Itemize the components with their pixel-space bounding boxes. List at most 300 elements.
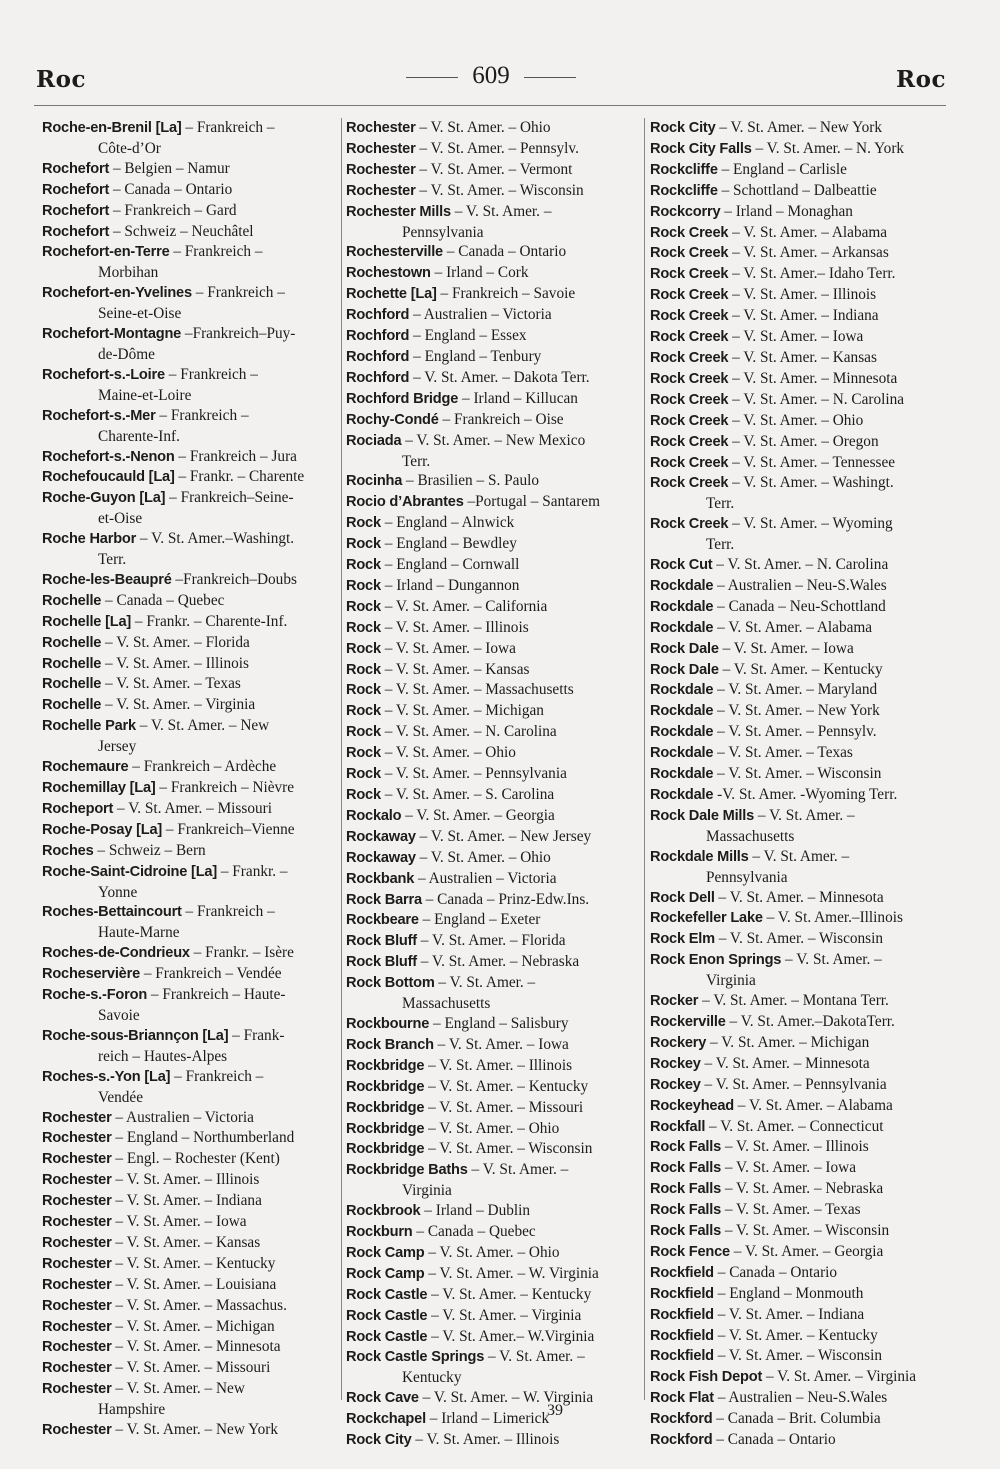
gazetteer-entry bbox=[346, 869, 642, 890]
entry-location: – V. St. Amer. – Texas bbox=[721, 1201, 861, 1219]
entry-location: – V. St. Amer. – New York bbox=[715, 119, 882, 136]
entry-headword: Rockdale bbox=[650, 787, 714, 803]
gazetteer-entry bbox=[346, 764, 642, 785]
gazetteer-entry bbox=[346, 242, 642, 263]
entry-headword: Rochesterville bbox=[346, 244, 443, 261]
entry-location: – V. St. Amer. – Nebraska bbox=[416, 953, 580, 971]
entry-headword: Rock Creek bbox=[650, 308, 729, 325]
gazetteer-entry bbox=[42, 633, 338, 654]
entry-location: – V. St. Amer. – Arkansas bbox=[728, 244, 889, 262]
entry-location: – V. St. Amer. – Pennsylvania bbox=[700, 1075, 887, 1093]
entry-headword: Roches-de-Condrieux bbox=[42, 945, 190, 962]
column-divider bbox=[644, 118, 645, 1400]
entry-location: – V. St. Amer.–Washingt. bbox=[136, 530, 295, 548]
entry-headword: Rockbank bbox=[346, 870, 415, 887]
entry-headword: Rock Dale bbox=[650, 640, 719, 657]
entry-location: – V. St. Amer. – bbox=[467, 1161, 569, 1179]
gazetteer-entry bbox=[650, 576, 946, 597]
entry-location: – England – Carlisle bbox=[717, 160, 847, 178]
entry-location: – V. St. Amer. – Pennsylv. bbox=[415, 139, 579, 157]
entry-headword: Rochette [La] bbox=[346, 286, 437, 303]
entry-location: – V. St. Amer. – Texas bbox=[713, 744, 853, 762]
entry-continuation: Morbihan bbox=[98, 264, 159, 282]
gazetteer-entry bbox=[346, 431, 642, 452]
entry-headword: Rock Fish Depot bbox=[650, 1369, 763, 1386]
entry-headword: Rock City bbox=[346, 1432, 412, 1449]
entry-headword: Rockdale bbox=[650, 577, 714, 594]
gazetteer-entry bbox=[42, 841, 338, 862]
gazetteer-entry bbox=[346, 785, 642, 806]
entry-location: – V. St. Amer. – bbox=[484, 1348, 585, 1366]
gazetteer-entry bbox=[346, 1160, 642, 1181]
entry-location: – V. St. Amer. – Alabama bbox=[733, 1096, 893, 1114]
entry-location: -V. St. Amer. -Wyoming Terr. bbox=[713, 786, 898, 803]
entry-headword: Rock Elm bbox=[650, 931, 715, 948]
entry-headword: Rock Falls bbox=[650, 1139, 721, 1156]
entry-headword: Rock Castle bbox=[346, 1307, 428, 1324]
entry-headword: Rockburn bbox=[346, 1224, 413, 1241]
entry-location: – Canada – Quebec bbox=[412, 1223, 536, 1241]
gazetteer-entry bbox=[346, 1098, 642, 1119]
entry-location: – Canada – Ontario bbox=[712, 1431, 836, 1449]
gazetteer-entry bbox=[650, 223, 946, 244]
gazetteer-entry bbox=[650, 285, 946, 306]
entry-headword: Rock Creek bbox=[650, 224, 729, 241]
gazetteer-entry bbox=[650, 555, 946, 576]
entry-location: – Irland – Dublin bbox=[420, 1202, 531, 1220]
entry-location: – Frankreich – Nièvre bbox=[155, 779, 295, 796]
entry-location: – England – Monmouth bbox=[713, 1284, 864, 1302]
entry-headword: Rochester bbox=[346, 161, 416, 178]
gazetteer-entry bbox=[346, 890, 642, 911]
gazetteer-entry bbox=[346, 139, 642, 160]
gazetteer-entry bbox=[346, 1035, 642, 1056]
entry-headword: Rochester Mills bbox=[346, 203, 451, 220]
gazetteer-entry bbox=[346, 513, 642, 534]
entry-location: – V. St. Amer. – Wisconsin bbox=[713, 1347, 882, 1365]
entry-location: – England – Cornwall bbox=[380, 556, 520, 574]
entry-continuation: Terr. bbox=[402, 452, 431, 470]
gazetteer-entry bbox=[42, 1233, 338, 1254]
entry-headword: Rock Flat bbox=[650, 1390, 714, 1407]
gazetteer-entry bbox=[346, 701, 642, 722]
entry-location: – Canada – Ontario bbox=[109, 180, 233, 198]
entry-location: – V. St. Amer. – Nebraska bbox=[721, 1180, 884, 1198]
entry-location: – V. St. Amer. – Illinois bbox=[411, 1431, 560, 1449]
entry-headword: Rochester bbox=[42, 1172, 112, 1189]
gazetteer-entry bbox=[346, 471, 642, 492]
entry-location: – Frankreich–Vienne bbox=[162, 820, 295, 838]
entry-headword: Rock Creek bbox=[650, 516, 729, 533]
entry-headword: Rock Creek bbox=[650, 391, 729, 408]
gazetteer-entry bbox=[346, 743, 642, 764]
gazetteer-entry bbox=[42, 985, 338, 1006]
entry-headword: Rochford bbox=[346, 307, 410, 324]
entry-location: – V. St. Amer. – New York bbox=[111, 1421, 279, 1439]
entry-continuation: Charente-Inf. bbox=[98, 427, 180, 445]
entry-headword: Rochford bbox=[346, 348, 410, 365]
entry-headword: Rochelle bbox=[42, 697, 102, 714]
entry-headword: Rock City Falls bbox=[650, 140, 752, 157]
entry-continuation: Kentucky bbox=[402, 1369, 462, 1387]
entry-headword: Rochestown bbox=[346, 265, 431, 282]
entry-location: – V. St. Amer. – Iowa bbox=[380, 639, 516, 657]
gazetteer-entry bbox=[650, 1326, 946, 1347]
gazetteer-entry bbox=[42, 283, 338, 304]
entry-continuation: Côte-d’Or bbox=[98, 139, 161, 157]
entry-location: – V. St. Amer. – Alabama bbox=[713, 618, 873, 636]
gazetteer-entry bbox=[346, 118, 642, 139]
gazetteer-entry bbox=[346, 1430, 642, 1451]
entry-headword: Rochefort-s.-Loire bbox=[42, 366, 165, 383]
entry-headword: Rock Bluff bbox=[346, 954, 417, 971]
entry-location: – V. St. Amer. – Minnesota bbox=[111, 1338, 281, 1356]
entry-headword: Rock Branch bbox=[346, 1036, 434, 1053]
entry-headword: Rock Falls bbox=[650, 1223, 721, 1240]
entry-location: – Frank- bbox=[228, 1026, 285, 1044]
entry-location: – V. St. Amer. – Missouri bbox=[424, 1098, 584, 1116]
entry-headword: Roches bbox=[42, 842, 94, 859]
entry-headword: Rochester bbox=[42, 1381, 112, 1398]
gazetteer-entry bbox=[346, 639, 642, 660]
entry-location: – V. St. Amer. – Indiana bbox=[111, 1192, 262, 1210]
entry-headword: Rochester bbox=[42, 1255, 112, 1272]
entry-headword: Rockford bbox=[650, 1411, 713, 1428]
gazetteer-entry bbox=[42, 1296, 338, 1317]
entry-headword: Rocio d’Abrantes bbox=[346, 494, 464, 511]
entry-headword: Rociada bbox=[346, 432, 402, 449]
entry-location: – V. St. Amer. – New Mexico bbox=[401, 431, 586, 449]
entry-headword: Roche-Posay [La] bbox=[42, 821, 163, 838]
entry-headword: Rock Creek bbox=[650, 329, 729, 346]
entry-headword: Rockbourne bbox=[346, 1015, 430, 1032]
entry-headword: Rock Creek bbox=[650, 475, 729, 492]
entry-location: – V. St. Amer. – Illinois bbox=[111, 1171, 260, 1189]
entry-location: – Irland – Limerick bbox=[425, 1410, 550, 1428]
entry-headword: Rochester bbox=[42, 1234, 112, 1251]
entry-location: – V. St. Amer. – Maryland bbox=[713, 681, 878, 699]
entry-location: – Frankreich – bbox=[181, 119, 275, 136]
gazetteer-entry bbox=[346, 722, 642, 743]
entry-location: – V. St. Amer. – Pennsylv. bbox=[713, 723, 877, 741]
entry-location: – V. St. Amer. – Dakota Terr. bbox=[409, 368, 590, 386]
entry-location: – V. St. Amer. – Tennessee bbox=[728, 453, 896, 471]
gazetteer-entry bbox=[650, 181, 946, 202]
gazetteer-entry bbox=[650, 1200, 946, 1221]
entry-headword: Rock bbox=[346, 766, 381, 783]
entry-location: – V. St. Amer. – Minnesota bbox=[700, 1054, 870, 1072]
entry-headword: Rock bbox=[346, 598, 381, 615]
gazetteer-entry bbox=[346, 952, 642, 973]
entry-headword: Rock Cut bbox=[650, 557, 713, 574]
entry-location: – Canada – Ontario bbox=[442, 243, 567, 261]
gazetteer-entry bbox=[650, 1242, 946, 1263]
gazetteer-entry bbox=[650, 1096, 946, 1117]
entry-location: – V. St. Amer. – New Jersey bbox=[415, 827, 592, 845]
entry-location: – Brasilien – S. Paulo bbox=[402, 472, 539, 490]
entry-headword: Rock Camp bbox=[346, 1265, 425, 1282]
entry-location: – V. St. Amer. – S. Carolina bbox=[380, 786, 555, 803]
entry-headword: Rochemillay [La] bbox=[42, 780, 156, 796]
gazetteer-entry bbox=[346, 597, 642, 618]
entry-location: – V. St. Amer. – Illinois bbox=[728, 286, 877, 304]
gazetteer-entry bbox=[42, 1067, 338, 1088]
entry-continuation: Massachusetts bbox=[706, 827, 795, 845]
gazetteer-entry bbox=[346, 305, 642, 326]
entry-headword: Rochester bbox=[42, 1130, 112, 1147]
gazetteer-entry bbox=[42, 1128, 338, 1149]
entry-headword: Roches-s.-Yon [La] bbox=[42, 1068, 171, 1085]
gazetteer-entry bbox=[42, 242, 338, 263]
entry-headword: Rocheservière bbox=[42, 966, 140, 983]
entry-location: – Irland – Monaghan bbox=[720, 202, 853, 220]
gazetteer-entry bbox=[650, 888, 946, 909]
entry-location: – Canada – Prinz-Edw.Ins. bbox=[421, 890, 590, 908]
gazetteer-entry bbox=[650, 722, 946, 743]
gazetteer-entry bbox=[650, 1346, 946, 1367]
entry-headword: Rock bbox=[346, 661, 381, 678]
entry-location: – V. St. Amer. – Wisconsin bbox=[721, 1222, 890, 1240]
gazetteer-entry bbox=[42, 591, 338, 612]
gazetteer-entry bbox=[346, 660, 642, 681]
entry-location: – England – Alnwick bbox=[380, 514, 515, 532]
gazetteer-entry bbox=[650, 118, 946, 139]
gazetteer-entry bbox=[346, 576, 642, 597]
entry-headword: Rochford bbox=[346, 369, 410, 386]
entry-location: – V. St. Amer. – Illinois bbox=[101, 654, 249, 672]
gazetteer-entry bbox=[650, 390, 946, 411]
entry-location: – V. St. Amer. – Texas bbox=[101, 675, 241, 693]
gazetteer-entry bbox=[650, 701, 946, 722]
entry-location: – V. St. Amer. – Wyoming bbox=[728, 515, 893, 533]
gazetteer-entry bbox=[346, 931, 642, 952]
entry-location: – V. St. Amer. – Ohio bbox=[415, 848, 551, 866]
entry-location: – Australien – Victoria bbox=[409, 306, 552, 324]
entry-headword: Rockdale bbox=[650, 619, 714, 636]
entry-headword: Rockfield bbox=[650, 1285, 714, 1302]
entry-headword: Rock bbox=[346, 745, 381, 762]
gazetteer-entry bbox=[346, 1119, 642, 1140]
entry-headword: Rock Castle bbox=[346, 1328, 428, 1345]
gazetteer-entry bbox=[650, 929, 946, 950]
entry-location: – V. St. Amer. – N. Carolina bbox=[728, 390, 905, 408]
entry-continuation: Jersey bbox=[98, 738, 137, 756]
entry-headword: Rochelle bbox=[42, 592, 102, 609]
gazetteer-entry bbox=[42, 1358, 338, 1379]
entry-headword: Rockbrook bbox=[346, 1203, 421, 1220]
entry-location: – V. St. Amer. – Connecticut bbox=[705, 1117, 884, 1135]
gazetteer-entry bbox=[346, 492, 642, 513]
gazetteer-entry bbox=[42, 654, 338, 675]
entry-location: – V. St. Amer. – Kentucky bbox=[424, 1077, 589, 1095]
gazetteer-entry bbox=[42, 406, 338, 427]
gazetteer-entry bbox=[42, 902, 338, 923]
gazetteer-entry bbox=[346, 848, 642, 869]
entry-continuation: Vendée bbox=[98, 1088, 144, 1106]
gazetteer-entry bbox=[650, 1430, 946, 1451]
entry-headword: Rock bbox=[346, 619, 381, 636]
entry-headword: Rockbridge bbox=[346, 1099, 425, 1116]
entry-location: – Irland – Cork bbox=[430, 264, 529, 282]
entry-location: – England – Essex bbox=[409, 327, 527, 345]
entry-location: – V. St. Amer. – New bbox=[135, 717, 270, 735]
entry-headword: Rochester bbox=[42, 1422, 112, 1439]
entry-location: – V. St. Amer. – Virginia bbox=[101, 696, 256, 714]
entry-location: – V. St. Amer. – Illinois bbox=[721, 1138, 869, 1156]
entry-headword: Rock Castle bbox=[346, 1286, 428, 1303]
entry-location: – Canada – Brit. Columbia bbox=[712, 1410, 881, 1428]
gazetteer-entry bbox=[650, 991, 946, 1012]
entry-headword: Roche-sous-Briannçon [La] bbox=[42, 1027, 229, 1044]
entry-headword: Rockford bbox=[650, 1432, 713, 1449]
entry-continuation: et-Oise bbox=[98, 510, 143, 528]
entry-location: – V. St. Amer. – Iowa bbox=[718, 639, 854, 657]
entry-location: – Frankreich – Haute- bbox=[147, 986, 286, 1004]
entry-location: – Frankreich – bbox=[170, 1067, 264, 1085]
gazetteer-entry bbox=[650, 950, 946, 971]
gazetteer-entry bbox=[346, 1222, 642, 1243]
entry-headword: Rockbeare bbox=[346, 912, 419, 929]
gazetteer-entry bbox=[650, 514, 946, 535]
entry-headword: Rock Falls bbox=[650, 1181, 721, 1198]
entry-headword: Rock Dale Mills bbox=[650, 807, 755, 824]
gazetteer-entry bbox=[650, 432, 946, 453]
entry-headword: Rochefort-s.-Nenon bbox=[42, 448, 175, 465]
gazetteer-entry bbox=[346, 827, 642, 848]
gazetteer-entry bbox=[42, 964, 338, 985]
entry-headword: Rochester bbox=[42, 1109, 112, 1126]
entry-headword: Rockbridge bbox=[346, 1078, 425, 1095]
entry-location: – V. St. Amer. – Virginia bbox=[427, 1306, 582, 1324]
gazetteer-entry bbox=[346, 1306, 642, 1327]
entry-location: – V. St. Amer. – Montana Terr. bbox=[698, 992, 889, 1010]
gazetteer-entry bbox=[650, 1263, 946, 1284]
entry-location: – Canada – Quebec bbox=[101, 591, 225, 609]
entry-location: – Frankreich – bbox=[191, 284, 285, 302]
header-dash-right bbox=[524, 77, 576, 78]
gazetteer-entry bbox=[650, 1305, 946, 1326]
gazetteer-entry bbox=[346, 1327, 642, 1348]
gazetteer-entry bbox=[42, 757, 338, 778]
entry-headword: Rock bbox=[346, 703, 381, 720]
entry-location: – V. St. Amer. – Iowa bbox=[721, 1159, 856, 1177]
entry-continuation: Maine-et-Loire bbox=[98, 386, 192, 404]
entry-location: – Frankreich–Seine- bbox=[165, 489, 294, 507]
entry-location: – V. St. Amer. – Oregon bbox=[728, 432, 879, 450]
entry-headword: Rock Bottom bbox=[346, 975, 435, 992]
gazetteer-entry bbox=[346, 1347, 642, 1368]
gazetteer-entry bbox=[42, 862, 338, 883]
gazetteer-entry bbox=[650, 680, 946, 701]
entry-headword: Rochefort bbox=[42, 160, 110, 177]
entry-headword: Rochefort bbox=[42, 223, 110, 240]
gazetteer-entry bbox=[346, 555, 642, 576]
entry-headword: Rockfield bbox=[650, 1327, 714, 1344]
entry-location: – Schottland – Dalbeattie bbox=[717, 181, 877, 199]
entry-headword: Rock bbox=[346, 787, 381, 803]
entry-location: –Frankreich–Puy- bbox=[181, 325, 296, 343]
entry-headword: Rockerville bbox=[650, 1013, 726, 1030]
entry-location: – V. St. Amer. – Massachusetts bbox=[380, 681, 574, 699]
entry-location: – V. St. Amer. – Kentucky bbox=[713, 1326, 878, 1344]
entry-location: – Australien – Victoria bbox=[414, 869, 557, 887]
entry-continuation: Virginia bbox=[706, 972, 756, 990]
gazetteer-entry bbox=[42, 201, 338, 222]
gazetteer-entry bbox=[650, 139, 946, 160]
gazetteer-entry bbox=[346, 181, 642, 202]
entry-continuation: de-Dôme bbox=[98, 345, 155, 363]
gazetteer-entry bbox=[42, 159, 338, 180]
entry-location: – V. St. Amer. – Wisconsin bbox=[714, 930, 884, 948]
gazetteer-entry bbox=[42, 365, 338, 386]
entry-headword: Rochefort-en-Yvelines bbox=[42, 285, 192, 302]
entry-location: – V. St. Amer. – Washingt. bbox=[728, 474, 894, 492]
gazetteer-entry bbox=[42, 222, 338, 243]
entry-location: – V. St. Amer. – New York bbox=[713, 702, 880, 720]
entry-headword: Rock Creek bbox=[650, 349, 729, 366]
gazetteer-entry bbox=[650, 327, 946, 348]
entry-location: – Australien – Neu-S.Wales bbox=[713, 1389, 888, 1407]
entry-continuation: reich – Hautes-Alpes bbox=[98, 1047, 228, 1065]
entry-location: – Frankr. – Charente bbox=[174, 468, 305, 486]
entry-location: – V. St. Amer. – Virginia bbox=[762, 1368, 917, 1386]
gazetteer-entry bbox=[650, 411, 946, 432]
entry-location: – V. St. Amer. – Wisconsin bbox=[424, 1140, 593, 1158]
gazetteer-column-2 bbox=[346, 118, 642, 1451]
entry-headword: Rockdale bbox=[650, 703, 714, 720]
entry-location: – V. St. Amer. – New bbox=[111, 1380, 245, 1398]
gazetteer-entry bbox=[346, 263, 642, 284]
entry-location: – V. St. Amer. – Michigan bbox=[380, 702, 544, 720]
gazetteer-entry bbox=[346, 202, 642, 223]
entry-location: – Frankreich – bbox=[155, 406, 249, 424]
entry-location: – Canada – Neu-Schottland bbox=[713, 597, 886, 615]
entry-headword: Rochester bbox=[346, 182, 416, 199]
entry-location: – Irland – Killucan bbox=[458, 389, 578, 407]
entry-location: – England – Tenbury bbox=[409, 347, 542, 365]
gazetteer-entry bbox=[650, 1284, 946, 1305]
entry-headword: Rockdale bbox=[650, 766, 714, 783]
gazetteer-entry bbox=[346, 1243, 642, 1264]
entry-headword: Rochester bbox=[346, 120, 416, 136]
entry-headword: Rockey bbox=[650, 1055, 701, 1072]
entry-continuation: Yonne bbox=[98, 883, 138, 901]
gazetteer-entry bbox=[650, 1054, 946, 1075]
entry-headword: Rock City bbox=[650, 120, 716, 136]
entry-headword: Roche Harbor bbox=[42, 531, 137, 548]
entry-location: – Australien – Neu-S.Wales bbox=[713, 576, 887, 594]
entry-headword: Rockfield bbox=[650, 1348, 714, 1365]
entry-headword: Rochester bbox=[42, 1151, 112, 1168]
entry-headword: Rockfield bbox=[650, 1264, 714, 1281]
entry-headword: Rochester bbox=[42, 1214, 112, 1231]
entry-headword: Rochemaure bbox=[42, 759, 129, 776]
entry-headword: Roche-Saint-Cidroine [La] bbox=[42, 863, 217, 880]
entry-location: – V. St. Amer. – Illinois bbox=[380, 618, 529, 636]
entry-headword: Rockdale bbox=[650, 682, 714, 699]
entry-headword: Rochefoucauld [La] bbox=[42, 469, 175, 486]
gazetteer-entry bbox=[42, 570, 338, 591]
gazetteer-entry bbox=[650, 306, 946, 327]
gazetteer-entry bbox=[346, 973, 642, 994]
entry-location: – Frankreich – Jura bbox=[174, 447, 297, 465]
gazetteer-entry bbox=[650, 660, 946, 681]
entry-headword: Rock Dell bbox=[650, 889, 715, 906]
entry-location: – Schweiz – Neuchâtel bbox=[109, 222, 254, 240]
entry-headword: Rochelle bbox=[42, 676, 102, 693]
gazetteer-entry bbox=[42, 529, 338, 550]
entry-location: – Frankr. – Isère bbox=[189, 944, 294, 962]
